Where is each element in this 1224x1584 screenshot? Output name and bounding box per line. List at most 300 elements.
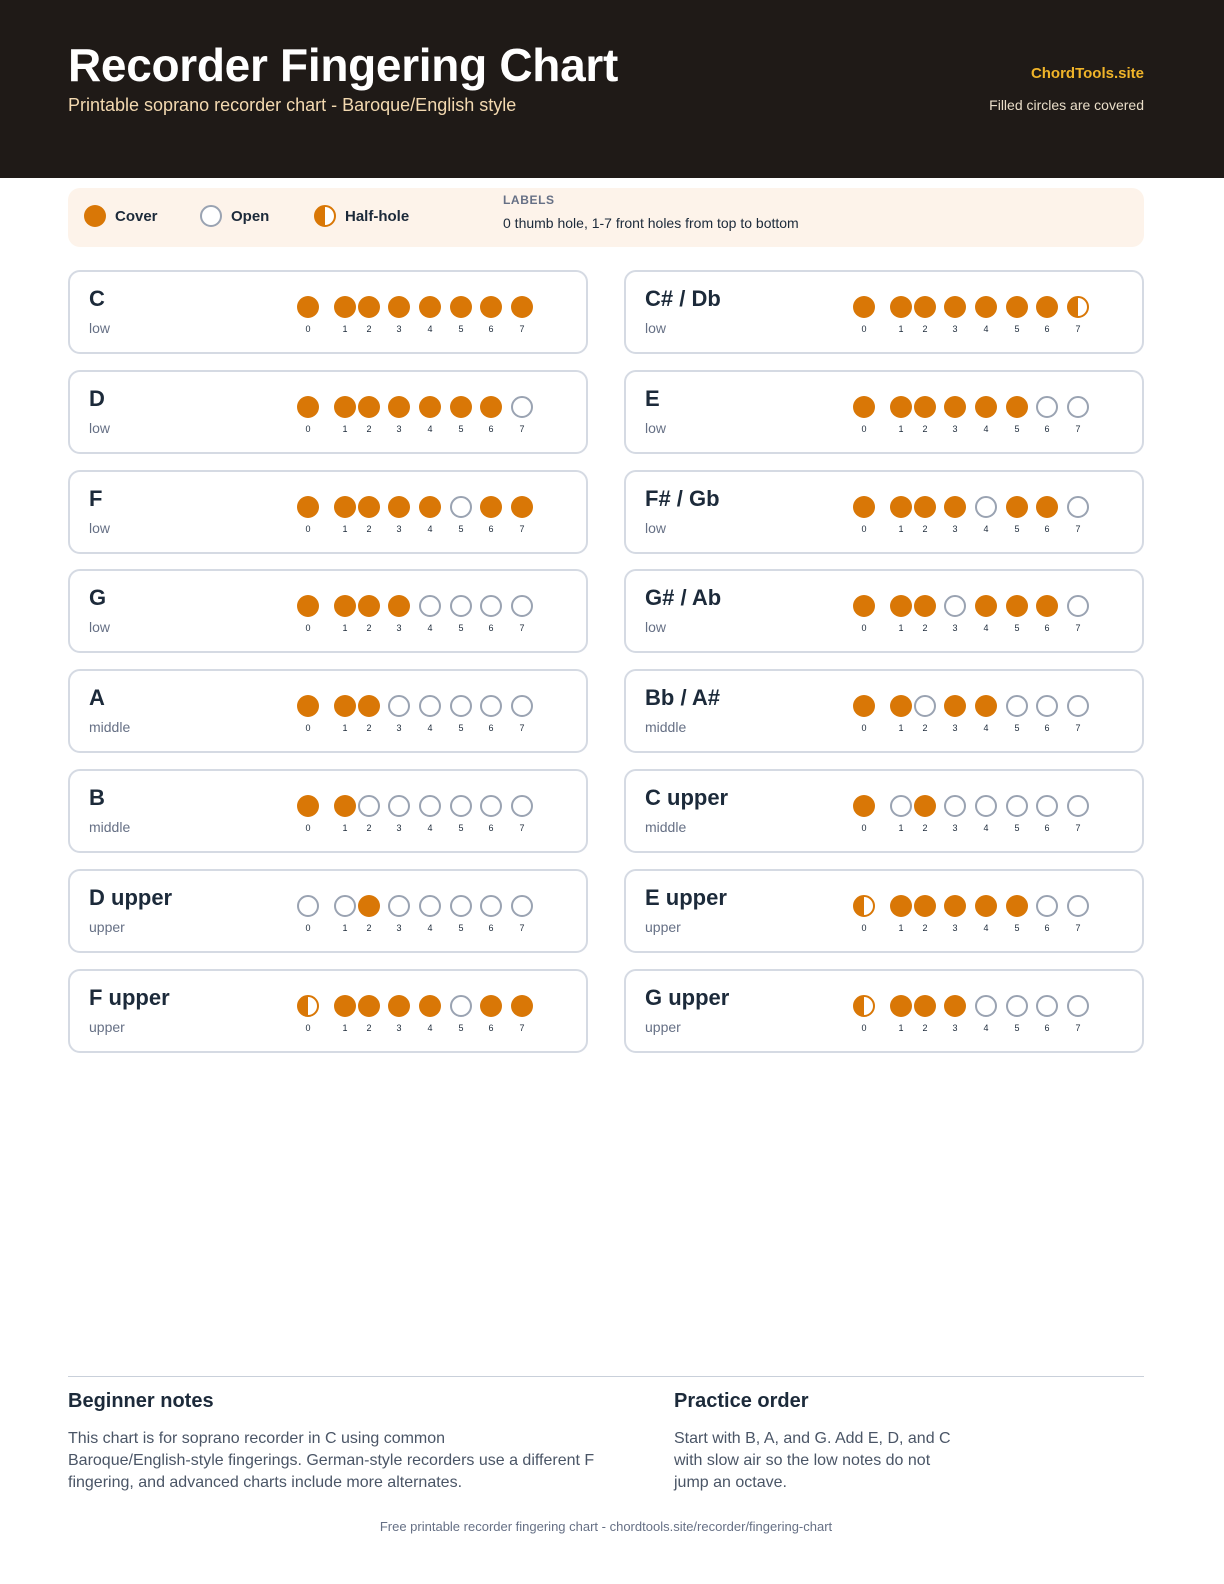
hole-0 <box>853 396 875 434</box>
covered-hole-icon <box>334 496 356 518</box>
fingering-card <box>624 370 1144 454</box>
open-hole-icon <box>388 795 410 817</box>
covered-hole-icon <box>853 795 875 817</box>
covered-hole-icon <box>975 595 997 617</box>
note-register: upper <box>645 918 681 935</box>
hole-number: 0 <box>861 1022 867 1033</box>
hole-4 <box>419 695 441 734</box>
covered-hole-icon <box>334 995 356 1017</box>
open-hole-icon <box>975 995 997 1017</box>
hole-number: 2 <box>922 523 928 534</box>
covered-hole-icon <box>419 496 441 518</box>
note-register: low <box>645 320 667 336</box>
hole-1 <box>890 895 912 933</box>
legend-open <box>200 205 269 227</box>
covered-hole-icon <box>358 296 380 318</box>
covered-hole-icon <box>890 695 912 717</box>
hole-number: 4 <box>427 723 433 734</box>
hole-number: 1 <box>898 423 904 434</box>
hole-6 <box>1036 496 1058 534</box>
hole-4 <box>975 995 997 1033</box>
hole-1 <box>890 296 912 334</box>
hole-5 <box>450 695 472 734</box>
covered-hole-icon <box>334 396 356 418</box>
open-hole-icon <box>388 895 410 917</box>
legend-cover-label: Cover <box>115 207 158 225</box>
hole-number: 4 <box>983 623 989 634</box>
note-name: C# / Db <box>645 286 721 311</box>
hole-3 <box>388 695 410 734</box>
covered-hole-icon <box>358 895 380 917</box>
hole-number: 5 <box>1014 723 1020 734</box>
covered-hole-icon <box>914 296 936 318</box>
note-name: F# / Gb <box>645 485 720 511</box>
hole-number: 4 <box>983 523 989 534</box>
note-register: middle <box>645 819 687 835</box>
hole-3 <box>944 595 966 634</box>
note-name: G upper <box>645 984 730 1010</box>
covered-hole-icon <box>388 496 410 518</box>
hole-0 <box>297 995 319 1033</box>
hole-number: 1 <box>342 324 348 334</box>
hole-6 <box>1036 396 1058 434</box>
fingering-card <box>68 569 588 653</box>
beginner-notes-text <box>68 1428 594 1494</box>
hole-number: 5 <box>458 623 464 634</box>
open-hole-icon <box>944 595 966 617</box>
covered-hole-icon <box>511 296 533 318</box>
covered-hole-icon <box>890 995 912 1017</box>
covered-hole-icon <box>358 995 380 1017</box>
hole-5 <box>1006 795 1028 833</box>
hole-number: 1 <box>342 423 348 434</box>
page-subtitle: Printable soprano recorder chart - Baroque/English style <box>68 95 517 115</box>
hole-1 <box>334 296 356 334</box>
hole-number: 0 <box>305 723 311 734</box>
hole-6 <box>1036 296 1058 334</box>
hole-number: 2 <box>922 623 928 634</box>
hole-number: 6 <box>1044 723 1050 734</box>
hole-number: 7 <box>519 922 525 933</box>
covered-hole-icon <box>297 496 319 518</box>
hole-number: 2 <box>922 324 928 334</box>
note-register: middle <box>89 819 131 835</box>
note-name: A <box>89 685 105 711</box>
hole-number: 4 <box>427 823 433 833</box>
hole-0 <box>853 695 875 734</box>
covered-hole-icon <box>297 795 319 817</box>
hole-number: 4 <box>427 623 433 634</box>
covered-hole-icon <box>1006 396 1028 418</box>
fingering-card <box>68 669 588 753</box>
hole-2 <box>358 496 380 534</box>
hole-number: 1 <box>898 1022 904 1033</box>
hole-1 <box>334 895 356 933</box>
hole-3 <box>944 496 966 534</box>
hole-number: 6 <box>488 922 494 933</box>
hole-7 <box>511 496 533 534</box>
hole-2 <box>358 296 380 334</box>
fingering-card <box>68 969 588 1053</box>
hole-5 <box>450 496 472 534</box>
hole-1 <box>890 396 912 434</box>
hole-1 <box>890 795 912 833</box>
hole-7 <box>1067 296 1089 334</box>
hole-0 <box>297 695 319 734</box>
half-hole-icon <box>853 995 875 1017</box>
open-hole-icon <box>358 795 380 817</box>
open-hole-icon <box>511 396 533 418</box>
hole-number: 2 <box>366 1022 372 1033</box>
beginner-notes-line: fingering, and advanced charts include more alternates. <box>68 1474 463 1491</box>
practice-order-line: jump an octave. <box>674 1474 787 1491</box>
covered-hole-icon <box>334 296 356 318</box>
covered-hole-icon <box>334 795 356 817</box>
open-hole-icon <box>1067 695 1089 717</box>
hole-3 <box>388 396 410 434</box>
covered-hole-icon <box>944 296 966 318</box>
note-register: low <box>89 419 111 436</box>
hole-number: 5 <box>458 823 464 833</box>
section-divider <box>68 1376 1144 1377</box>
open-hole-icon <box>1067 496 1089 518</box>
legend-half <box>314 205 409 227</box>
open-hole-icon <box>1036 795 1058 817</box>
hole-number: 4 <box>983 922 989 933</box>
hole-number: 5 <box>458 723 464 734</box>
note-name: D upper <box>89 884 173 910</box>
hole-1 <box>890 595 912 634</box>
hole-number: 6 <box>1044 1022 1050 1033</box>
hole-number: 1 <box>898 623 904 634</box>
hole-3 <box>944 895 966 933</box>
fingering-card <box>68 869 588 953</box>
open-hole-icon <box>511 895 533 917</box>
hole-number: 6 <box>488 823 494 833</box>
open-hole-icon <box>511 795 533 817</box>
legend-cover <box>84 205 158 227</box>
open-hole-icon <box>450 895 472 917</box>
hole-2 <box>914 895 936 933</box>
covered-hole-icon <box>914 396 936 418</box>
hole-number: 1 <box>342 723 348 734</box>
hole-number: 5 <box>1014 823 1020 833</box>
covered-hole-icon <box>853 695 875 717</box>
hole-number: 0 <box>305 423 311 434</box>
hole-1 <box>334 995 356 1033</box>
hole-number: 7 <box>519 523 525 534</box>
open-hole-icon <box>975 795 997 817</box>
note-register: upper <box>89 1018 125 1035</box>
hole-number: 6 <box>488 423 494 434</box>
hole-5 <box>1006 995 1028 1033</box>
fingering-card <box>68 370 588 454</box>
hole-6 <box>1036 895 1058 933</box>
hole-number: 2 <box>922 922 928 933</box>
hole-number: 3 <box>396 623 402 634</box>
hole-number: 5 <box>458 423 464 434</box>
hole-number: 4 <box>427 324 433 334</box>
covered-hole-icon <box>914 496 936 518</box>
hole-number: 0 <box>305 523 311 534</box>
hole-2 <box>358 595 380 634</box>
page-header <box>0 0 1224 178</box>
hole-5 <box>1006 595 1028 634</box>
hole-number: 6 <box>488 723 494 734</box>
hole-2 <box>914 995 936 1033</box>
open-hole-icon <box>450 995 472 1017</box>
hole-6 <box>480 496 502 534</box>
hole-7 <box>1067 995 1089 1033</box>
hole-number: 7 <box>1075 623 1081 634</box>
hole-0 <box>853 296 875 334</box>
hole-7 <box>1067 496 1089 534</box>
hole-number: 2 <box>366 623 372 634</box>
hole-2 <box>914 296 936 334</box>
note-register: middle <box>645 719 687 736</box>
hole-number: 5 <box>1014 623 1020 634</box>
covered-hole-icon <box>853 296 875 318</box>
hole-2 <box>914 595 936 634</box>
open-hole-icon <box>1036 895 1058 917</box>
covered-hole-icon <box>84 205 106 227</box>
hole-number: 0 <box>305 823 311 833</box>
note-name: C upper <box>645 785 729 810</box>
labels-heading: LABELS <box>503 193 555 207</box>
covered-hole-icon <box>1006 595 1028 617</box>
note-name: E <box>645 385 660 411</box>
open-hole-icon <box>1006 995 1028 1017</box>
hole-4 <box>975 396 997 434</box>
covered-hole-icon <box>297 296 319 318</box>
covered-hole-icon <box>450 396 472 418</box>
hole-number: 6 <box>488 324 494 334</box>
hole-1 <box>334 496 356 534</box>
hole-0 <box>853 595 875 634</box>
open-hole-icon <box>334 895 356 917</box>
hole-5 <box>1006 496 1028 534</box>
hole-number: 0 <box>305 623 311 634</box>
hole-3 <box>944 795 966 833</box>
hole-2 <box>358 995 380 1033</box>
half-hole-icon <box>314 205 336 227</box>
hole-number: 0 <box>305 1022 311 1033</box>
open-hole-icon <box>297 895 319 917</box>
covered-hole-icon <box>914 895 936 917</box>
open-hole-icon <box>480 695 502 717</box>
hole-number: 2 <box>922 823 928 833</box>
hole-1 <box>890 496 912 534</box>
hole-number: 2 <box>366 523 372 534</box>
hole-6 <box>1036 695 1058 734</box>
hole-1 <box>890 995 912 1033</box>
hole-number: 4 <box>983 324 989 334</box>
note-name: F <box>89 485 103 511</box>
open-hole-icon <box>890 795 912 817</box>
half-hole-icon <box>297 995 319 1017</box>
hole-number: 7 <box>519 423 525 434</box>
fingering-card <box>68 270 588 354</box>
hole-number: 2 <box>366 723 372 734</box>
hole-number: 6 <box>1044 623 1050 634</box>
hole-number: 4 <box>427 922 433 933</box>
hole-5 <box>1006 895 1028 933</box>
open-hole-icon <box>419 595 441 617</box>
hole-3 <box>388 595 410 634</box>
hole-3 <box>944 396 966 434</box>
covered-hole-icon <box>853 496 875 518</box>
covered-hole-icon <box>944 695 966 717</box>
hole-number: 0 <box>861 723 867 734</box>
covered-hole-icon <box>419 396 441 418</box>
covered-hole-icon <box>419 995 441 1017</box>
hole-3 <box>388 795 410 833</box>
hole-number: 0 <box>861 623 867 634</box>
hole-number: 7 <box>1075 823 1081 833</box>
open-hole-icon <box>1067 995 1089 1017</box>
hole-7 <box>511 695 533 734</box>
hole-number: 7 <box>519 324 525 334</box>
fingering-card <box>624 669 1144 753</box>
hole-number: 0 <box>861 922 867 933</box>
hole-0 <box>297 795 319 833</box>
hole-0 <box>853 895 875 933</box>
hole-4 <box>975 695 997 734</box>
covered-hole-icon <box>480 296 502 318</box>
hole-number: 3 <box>952 1022 958 1033</box>
hole-0 <box>297 595 319 634</box>
covered-hole-icon <box>297 595 319 617</box>
hole-number: 4 <box>427 1022 433 1033</box>
hole-number: 5 <box>458 922 464 933</box>
hole-number: 7 <box>519 723 525 734</box>
covered-hole-icon <box>388 995 410 1017</box>
open-hole-icon <box>480 795 502 817</box>
covered-hole-icon <box>358 396 380 418</box>
open-hole-icon <box>480 895 502 917</box>
hole-2 <box>914 496 936 534</box>
hole-1 <box>334 795 356 833</box>
open-hole-icon <box>480 595 502 617</box>
covered-hole-icon <box>944 396 966 418</box>
hole-3 <box>944 695 966 734</box>
hole-number: 7 <box>1075 423 1081 434</box>
covered-hole-icon <box>1036 595 1058 617</box>
hole-number: 3 <box>952 823 958 833</box>
note-name: G <box>89 585 107 611</box>
hole-number: 6 <box>1044 523 1050 534</box>
covered-hole-icon <box>450 296 472 318</box>
open-hole-icon <box>450 695 472 717</box>
hole-0 <box>297 296 319 334</box>
hole-2 <box>358 695 380 734</box>
hole-4 <box>419 396 441 434</box>
hole-number: 4 <box>983 423 989 434</box>
covered-hole-icon <box>419 296 441 318</box>
hole-7 <box>1067 695 1089 734</box>
half-hole-icon <box>1067 296 1089 318</box>
covered-hole-icon <box>890 595 912 617</box>
hole-number: 3 <box>396 423 402 434</box>
covered-hole-icon <box>480 396 502 418</box>
covered-hole-icon <box>890 895 912 917</box>
covered-hole-icon <box>890 396 912 418</box>
hole-5 <box>1006 396 1028 434</box>
note-register: low <box>645 519 667 536</box>
covered-hole-icon <box>480 496 502 518</box>
hole-6 <box>1036 995 1058 1033</box>
open-hole-icon <box>1067 396 1089 418</box>
note-register: upper <box>89 918 125 935</box>
hole-6 <box>480 895 502 933</box>
hole-4 <box>419 595 441 634</box>
covered-hole-icon <box>944 995 966 1017</box>
hole-number: 3 <box>396 1022 402 1033</box>
hole-number: 1 <box>898 823 904 833</box>
hole-number: 6 <box>1044 324 1050 334</box>
hole-number: 6 <box>1044 922 1050 933</box>
hole-0 <box>297 895 319 933</box>
hole-number: 5 <box>458 1022 464 1033</box>
legend-open-label: Open <box>231 207 270 225</box>
covered-hole-icon <box>1006 496 1028 518</box>
fingering-card <box>68 769 588 853</box>
note-register: low <box>89 519 111 536</box>
hole-0 <box>297 396 319 434</box>
covered-hole-icon <box>388 296 410 318</box>
hole-7 <box>511 995 533 1033</box>
hole-0 <box>853 995 875 1033</box>
open-hole-icon <box>450 595 472 617</box>
hole-number: 3 <box>952 324 958 334</box>
hole-7 <box>511 595 533 634</box>
hole-number: 1 <box>898 324 904 334</box>
covered-hole-icon <box>358 496 380 518</box>
hole-4 <box>419 795 441 833</box>
note-register: low <box>89 320 111 336</box>
covered-hole-icon <box>1036 296 1058 318</box>
hole-number: 4 <box>983 1022 989 1033</box>
covered-hole-icon <box>914 595 936 617</box>
note-register: low <box>89 619 111 636</box>
open-hole-icon <box>511 695 533 717</box>
hole-number: 3 <box>396 324 402 334</box>
open-hole-icon <box>419 795 441 817</box>
hole-5 <box>450 595 472 634</box>
covered-hole-icon <box>297 396 319 418</box>
hole-number: 1 <box>898 723 904 734</box>
hole-number: 4 <box>427 523 433 534</box>
fingering-card <box>68 470 588 554</box>
open-hole-icon <box>1036 995 1058 1017</box>
note-name: D <box>89 385 105 411</box>
note-name: C <box>89 286 105 311</box>
covered-hole-icon <box>944 496 966 518</box>
hole-number: 2 <box>922 423 928 434</box>
hole-number: 7 <box>1075 723 1081 734</box>
hole-7 <box>511 296 533 334</box>
hole-number: 6 <box>488 523 494 534</box>
note-register: low <box>645 619 667 636</box>
hole-2 <box>914 396 936 434</box>
covered-hole-icon <box>334 695 356 717</box>
hole-number: 3 <box>396 723 402 734</box>
hole-2 <box>358 396 380 434</box>
hole-number: 0 <box>861 324 867 334</box>
hole-7 <box>1067 595 1089 634</box>
hole-number: 1 <box>342 823 348 833</box>
hole-6 <box>480 396 502 434</box>
